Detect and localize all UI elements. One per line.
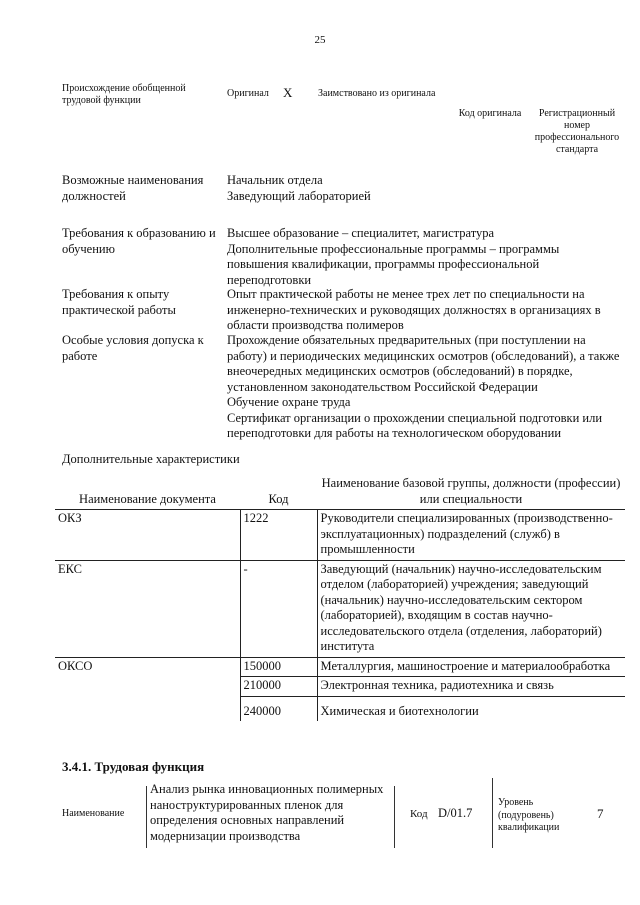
cell-document: ОКСО	[55, 657, 240, 677]
value-line: Высшее образование – специалитет, магистратура	[227, 226, 495, 240]
labor-function-name: Анализ рынка инновационных полимерных наноструктурированных пленок для определения основных направлений модернизации производства	[150, 782, 384, 843]
table-row	[55, 696, 625, 721]
field-value-special-conditions	[227, 333, 622, 442]
cell-document: ЕКС	[55, 560, 240, 657]
labor-function-name-label: Наименование	[62, 808, 125, 819]
header-document: Наименование документа	[55, 474, 240, 510]
field-value-positions	[227, 173, 622, 204]
table-row	[55, 560, 625, 657]
origin-label: Происхождение обобщенной трудовой функции	[62, 83, 186, 106]
cell-code: 210000	[240, 677, 317, 697]
cell-code: 150000	[240, 657, 317, 677]
qualification-level: 7	[597, 806, 604, 821]
cell-name: Руководители специализированных (производственно-эксплуатационных) подразделений (служб) в промышленности	[320, 511, 613, 556]
cell-document	[55, 677, 240, 697]
divider	[146, 786, 147, 848]
field-label-special-conditions: Особые условия допуска к работе	[62, 333, 204, 363]
qualification-level-label: Уровень (подуровень) квалификации	[498, 797, 560, 833]
field-label-education: Требования к образованию и обучению	[62, 226, 216, 256]
table-row	[55, 510, 625, 561]
cell-document: ОКЗ	[55, 510, 240, 561]
field-value-experience	[227, 287, 622, 334]
field-label-positions: Возможные наименования должностей	[62, 173, 204, 203]
cell-code: -	[240, 560, 317, 657]
table-row	[55, 657, 625, 677]
reg-number-label: Регистрационный номер профессионального стандарта	[534, 108, 620, 155]
field-value-education	[227, 226, 622, 288]
value-line: Заведующий лабораторией	[227, 188, 371, 203]
field-label-experience: Требования к опыту практической работы	[62, 287, 176, 317]
labor-function-code: D/01.7	[438, 806, 473, 820]
value-line: Начальник отдела	[227, 173, 323, 187]
additional-characteristics-title: Дополнительные характеристики	[62, 452, 240, 466]
page-number: 25	[314, 34, 326, 46]
original-mark: X	[283, 85, 293, 100]
value-line: Сертификат организации о прохождении специальной подготовки или переподготовки для работы на технологическом оборудовании	[227, 410, 603, 440]
cell-name: Металлургия, машиностроение и материалообработка	[317, 657, 625, 677]
code-original-label: Код оригинала	[458, 108, 522, 119]
cell-document	[55, 696, 240, 721]
cell-code: 1222	[240, 510, 317, 561]
table-row	[55, 677, 625, 697]
cell-code: 240000	[240, 696, 317, 721]
original-label: Оригинал	[227, 88, 269, 99]
value-line: Опыт практической работы не менее трех лет по специальности на инженерно-технических и руководящих должностях в организациях в области производства полимеров	[227, 287, 601, 332]
value-line: Прохождение обязательных предварительных (при поступлении на работу) и периодических медицинских осмотров (обследований), а также внеочередных медицинских осмотров (обследований) в порядке, установленном законодательством Российской Федерации	[227, 333, 620, 394]
labor-function-title: 3.4.1. Трудовая функция	[62, 759, 205, 774]
header-code: Код	[240, 474, 317, 510]
cell-name: Заведующий (начальник) научно-исследовательским отделом (лабораторией) учреждения; заведующий (начальник) научно-исследовательским сектором (лабораторией), входящим в состав научно-исследовательского отдела (отделения, лабораторий) института	[317, 560, 625, 657]
labor-function-code-label: Код	[410, 808, 428, 820]
header-name: Наименование базовой группы, должности (профессии) или специальности	[317, 474, 625, 510]
divider	[394, 786, 395, 848]
value-line: Обучение охране труда	[227, 395, 351, 409]
cell-name: Химическая и биотехнологии	[317, 696, 625, 721]
additional-characteristics-table	[55, 474, 625, 721]
value-line: Дополнительные профессиональные программы – программы повышения квалификации, программы профессиональной переподготовки	[227, 241, 560, 287]
cell-name: Электронная техника, радиотехника и связь	[317, 677, 625, 697]
divider	[492, 778, 493, 848]
borrowed-label: Заимствовано из оригинала	[318, 88, 436, 99]
